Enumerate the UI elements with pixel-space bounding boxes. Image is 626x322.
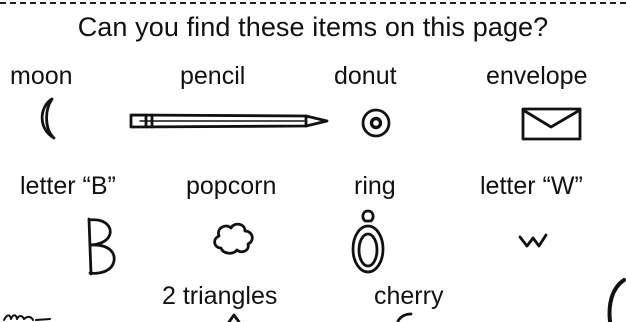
popcorn-icon [210,220,256,256]
item-label-pencil: pencil [180,62,246,90]
item-label-cherry: cherry [374,282,444,310]
moon-icon [36,97,60,141]
letter-w-icon [518,232,548,250]
ring-icon [348,208,388,276]
pencil-icon [128,110,330,132]
page-title: Can you find these items on this page? [77,12,549,42]
item-label-2-triangles: 2 triangles [162,282,278,310]
item-label-moon: moon [10,62,73,90]
donut-icon [360,107,392,139]
dashed-divider [0,2,626,4]
item-label-envelope: envelope [486,62,588,90]
cherry-icon [394,312,414,322]
triangle-icon [226,314,242,322]
item-label-letter-w: letter “W” [480,172,583,200]
item-label-popcorn: popcorn [186,172,277,200]
item-label-ring: ring [354,172,396,200]
scribble-decoration [2,308,54,322]
item-label-donut: donut [334,62,397,90]
envelope-icon [520,105,584,143]
item-label-letter-b: letter “B” [20,172,116,200]
curve-decoration [604,278,626,322]
letter-b-icon [84,216,118,278]
